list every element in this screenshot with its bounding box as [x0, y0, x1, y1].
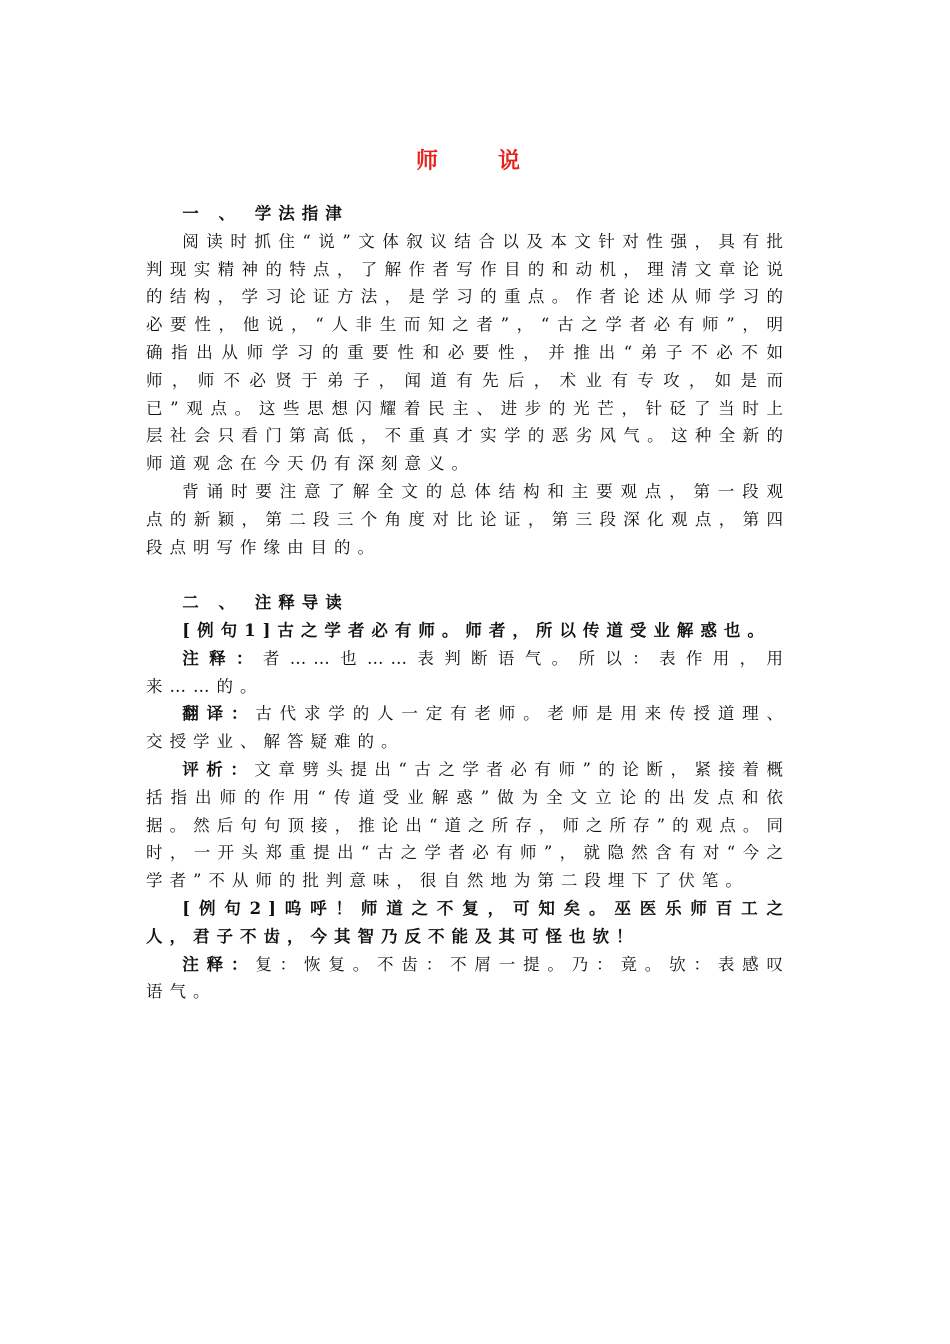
- translation-label: 翻译：: [182, 704, 256, 724]
- note-text: 复：恢复。不齿：不屑一提。乃：竟。欤：表感叹语气。: [146, 954, 791, 1002]
- example-2-sentence: [例句2]呜呼！师道之不复，可知矣。巫医乐师百工之人，君子不齿，今其智乃反不能及其可怪也欤！: [146, 898, 790, 946]
- example-1-translation: [146, 700, 790, 756]
- document-body: [146, 200, 790, 1006]
- section-2-heading: 二 、 注释导读: [182, 593, 349, 613]
- example-1-sentence: [例句1]古之学者必有师。师者，所以传道受业解惑也。: [182, 620, 771, 640]
- section-1-paragraph-2: 背诵时要注意了解全文的总体结构和主要观点，第一段观点的新颖，第二段三个角度对比论证，第三段深化观点，第四段点明写作缘由目的。: [146, 481, 790, 557]
- example-1-note: [146, 645, 790, 701]
- note-label: 注释：: [182, 954, 256, 974]
- blank-line: [146, 561, 790, 589]
- example-1-analysis: [146, 756, 790, 895]
- title-char-1: 师: [415, 148, 438, 174]
- document-title: [146, 144, 790, 175]
- section-1-paragraph-1: 阅读时抓住“说”文体叙议结合以及本文针对性强，具有批判现实精神的特点，了解作者写作目的和动机，理清文章论说的结构，学习论证方法，是学习的重点。作者论述从师学习的必要性，他说，“人非生而知之者”，“古之学者必有师”，明确指出从师学习的重要性和必要性，并推出“弟子不必不如师，师不必贤于弟子，闻道有先后，术业有专攻，如是而已”观点。这些思想闪耀着民主、进步的光芒，针砭了当时上层社会只看门第高低，不重真才实学的恶劣风气。这种全新的师道观念在今天仍有深刻意义。: [146, 231, 790, 474]
- title-char-2: 说: [498, 148, 521, 174]
- note-text: 者……也……表判断语气。所以：表作用，用来……的。: [146, 648, 791, 696]
- section-1-heading: 一 、 学法指津: [182, 204, 349, 223]
- translation-text: 古代求学的人一定有老师。老师是用来传授道理、交授学业、解答疑难的。: [146, 704, 791, 752]
- analysis-label: 评析：: [182, 759, 255, 779]
- analysis-text: 文章劈头提出“古之学者必有师”的论断，紧接着概括指出师的作用“传道受业解惑”做为全文立论的出发点和依据。然后句句顶接，推论出“道之所存，师之所存”的观点。同时，一开头郑重提出“古之学者必有师”，就隐然含有对“今之学者”不从师的批判意味，很自然地为第二段埋下了伏笔。: [146, 759, 791, 891]
- note-label: 注释：: [182, 648, 263, 668]
- example-2-note: [146, 951, 790, 1007]
